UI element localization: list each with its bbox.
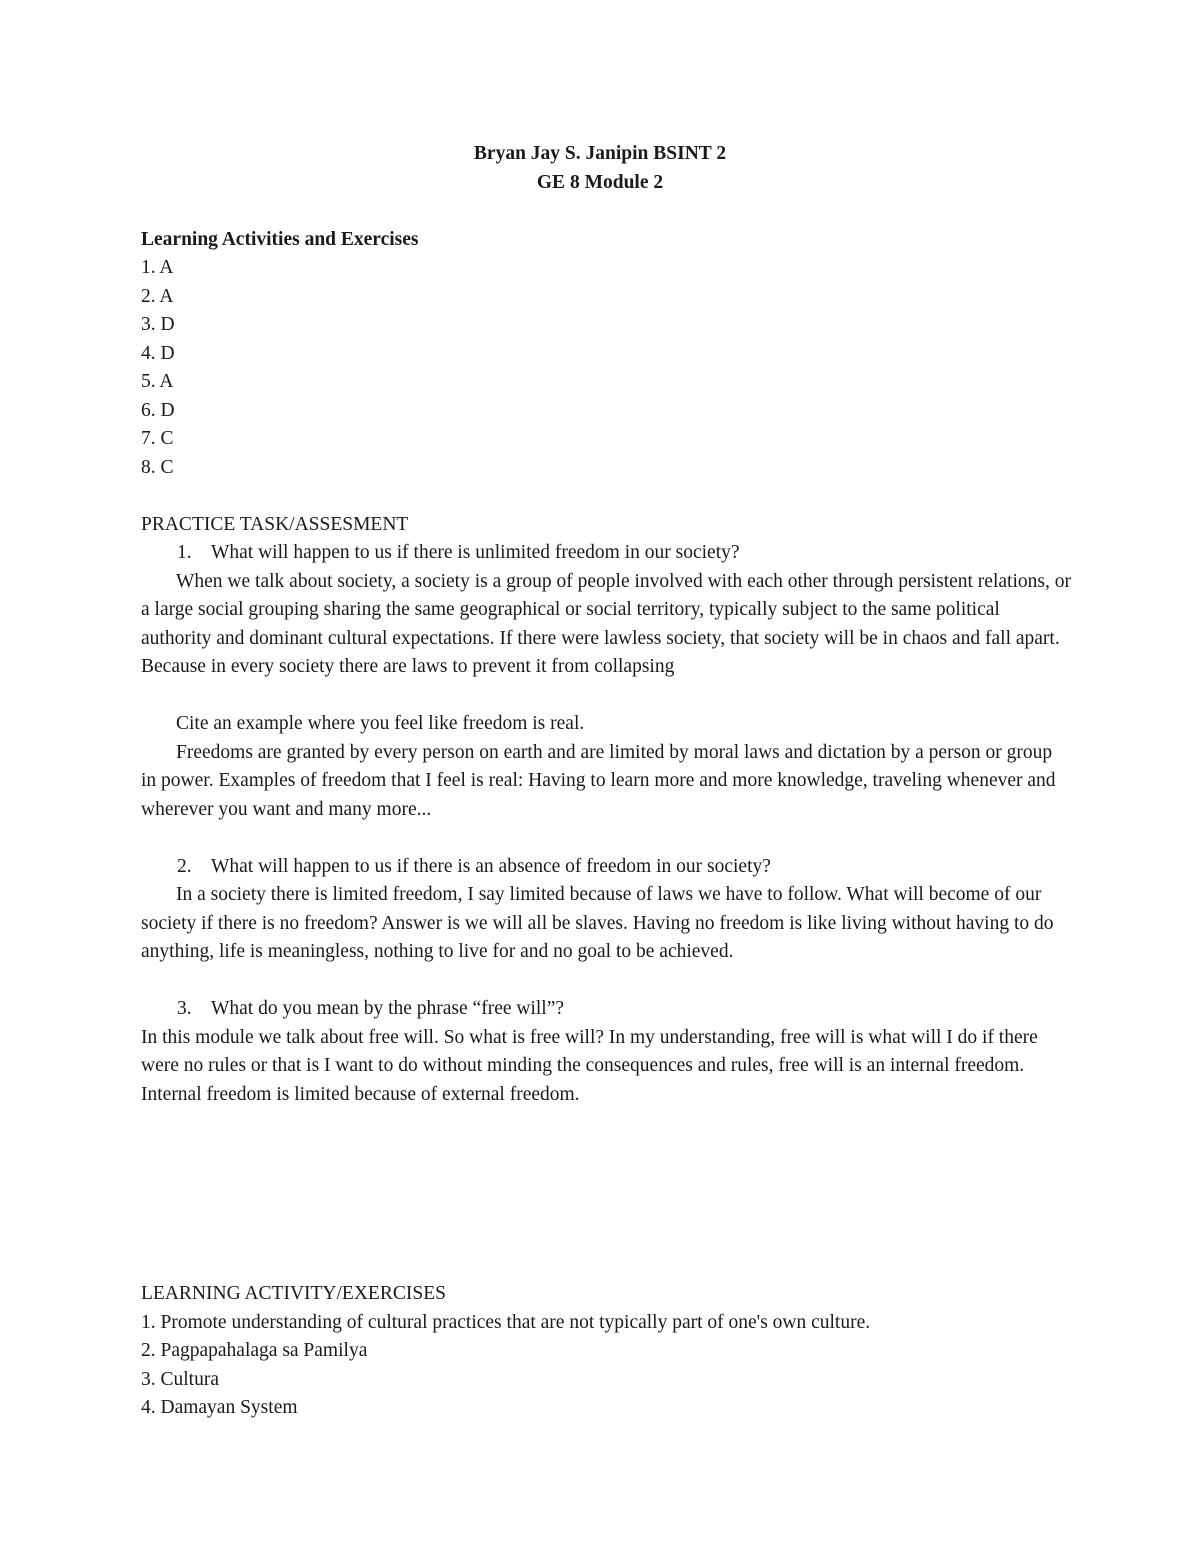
exercise-item: 2. Pagpapahalaga sa Pamilya	[141, 1340, 368, 1361]
spacer	[141, 682, 1081, 711]
question-2	[141, 853, 1081, 882]
exercise-item: 1. Promote understanding of cultural practices that are not typically part of one's own culture.	[141, 1311, 871, 1333]
spacer	[141, 197, 1081, 226]
answer-item: 1. A	[141, 257, 174, 278]
answer-3: In this module we talk about free will. So what is free will? In my understanding, free will is what will I do if there were no rules or that is I want to do without minding the consequences and rules, free will is an internal freedom. Internal freedom is limited because of external freedom.	[141, 1026, 1038, 1105]
question-text: What will happen to us if there is an absence of freedom in our society?	[211, 855, 771, 877]
question-number: 2.	[177, 855, 192, 877]
answer-item: 8. C	[141, 456, 174, 478]
module-title: GE 8 Module 2	[536, 171, 664, 193]
answer-item: 3. D	[141, 314, 175, 335]
followup-answer: Freedoms are granted by every person on earth and are limited by moral laws and dictation by a person or group in power. Examples of freedom that I feel is real: Having to learn more and more knowledge, traveling whenever and wherever you want and many more...	[141, 741, 1056, 820]
answer-1: When we talk about society, a society is a group of people involved with each other through persistent relations, or a large social grouping sharing the same geographical or social territory, typically subject to the same political authority and dominant cultural expectations. If there were lawless society, that society will be in chaos and fall apart. Because in every society there are laws to prevent it from collapsing	[141, 570, 1071, 677]
spacer	[141, 482, 1081, 511]
answer-item: 2. A	[141, 285, 174, 307]
question-3	[141, 995, 1081, 1024]
answer-list	[141, 254, 1081, 482]
question-1	[141, 539, 1081, 568]
spacer	[141, 967, 1081, 996]
question-text: What do you mean by the phrase “free will”?	[211, 998, 565, 1019]
document-body	[141, 140, 1081, 1423]
exercise-item: 4. Damayan System	[141, 1397, 298, 1418]
question-number: 3.	[177, 998, 192, 1019]
exercise-item: 3. Cultura	[141, 1368, 219, 1390]
answer-item: 4. D	[141, 342, 175, 364]
practice-task-heading: PRACTICE TASK/ASSESMENT	[141, 513, 409, 535]
answer-item: 6. D	[141, 399, 175, 421]
exercise-list	[141, 1309, 1081, 1423]
followup-question: Cite an example where you feel like freedom is real.	[176, 713, 585, 734]
learning-exercises-heading: LEARNING ACTIVITY/EXERCISES	[141, 1283, 446, 1304]
learning-activities-heading: Learning Activities and Exercises	[141, 228, 419, 250]
spacer	[141, 1109, 1081, 1280]
spacer	[141, 824, 1081, 853]
answer-2: In a society there is limited freedom, I say limited because of laws we have to follow. What will become of our society if there is no freedom? Answer is we will all be slaves. Having no freedom is like living without having to do anything, life is meaningless, nothing to live for and no goal to be achieved.	[141, 884, 1054, 962]
author-line: Bryan Jay S. Janipin BSINT 2	[473, 143, 727, 164]
question-number: 1.	[177, 542, 192, 563]
question-text: What will happen to us if there is unlimited freedom in our society?	[211, 542, 740, 563]
answer-item: 5. A	[141, 371, 174, 392]
answer-item: 7. C	[141, 428, 174, 449]
